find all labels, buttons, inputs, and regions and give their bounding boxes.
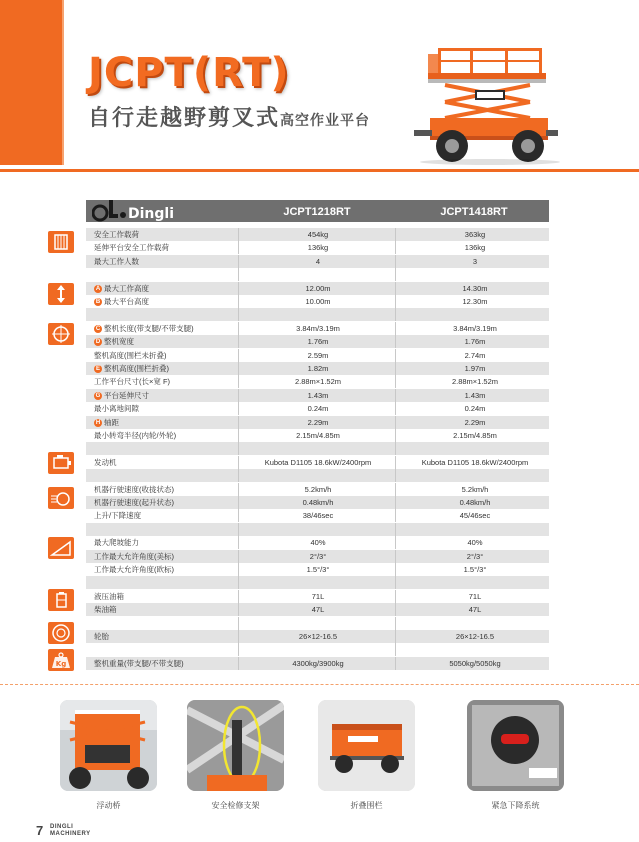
- column-separator: [395, 576, 396, 589]
- spec-row: [86, 442, 549, 455]
- spec-row: [86, 563, 549, 576]
- spec-value-model-2: 2.15m/4.85m: [453, 431, 497, 440]
- spec-value-model-1: 0.24m: [307, 404, 329, 414]
- spec-value-model-1: 10.00m: [305, 297, 331, 306]
- spec-value-model-2: 14.30m: [462, 283, 488, 293]
- spec-value-model-2: 1.5°/3°: [463, 565, 487, 574]
- subtitle-tail: 高空作业平台: [280, 112, 371, 128]
- speed-icon: [48, 487, 74, 509]
- spec-row: [86, 228, 549, 241]
- safety-prop-photo: [187, 700, 284, 791]
- column-header-model-2: JCPT1418RT: [440, 206, 508, 218]
- footer-brand: [50, 824, 91, 838]
- spec-value-model-1: 38/46sec: [302, 511, 334, 521]
- spec-label-text: 安全工作载荷: [94, 230, 139, 239]
- spec-label: [94, 375, 170, 388]
- spec-value-model-2: 12.30m: [462, 297, 488, 306]
- spec-label-text: 整机长度(带支腿/不带支腿): [104, 323, 194, 333]
- spec-value-model-1: 5.2km/h: [304, 484, 332, 494]
- spec-value-model-1: 2.88m×1.52m: [294, 377, 342, 387]
- spec-value-model-1: 0.48km/h: [302, 498, 334, 507]
- spec-label-text: 轴距: [104, 417, 119, 427]
- spec-label-text: 平台延伸尺寸: [104, 390, 149, 400]
- spec-value-model-1: 1.5°/3°: [306, 565, 330, 574]
- spec-label: [94, 402, 139, 415]
- spec-label: [94, 456, 117, 469]
- caption-floating-axle: 浮动桥: [96, 801, 121, 810]
- spec-label-text: 整机宽度: [104, 337, 134, 347]
- dimension-badge: C: [95, 325, 101, 332]
- spec-value-model-2: 2.74m: [464, 350, 486, 360]
- column-separator: [395, 442, 396, 455]
- spec-value-model-1: 1.43m: [307, 390, 329, 400]
- spec-value-model-2: 2°/3°: [466, 551, 484, 561]
- height-icon: [48, 283, 74, 305]
- spec-value-model-2: 5050kg/5050kg: [449, 658, 501, 668]
- spec-row: [86, 241, 549, 254]
- spec-row: [86, 268, 549, 281]
- spec-row: [86, 509, 549, 522]
- emergency-lowering-photo: [467, 700, 564, 791]
- spec-value-model-2: 0.24m: [464, 404, 486, 414]
- dimension-badge: B: [95, 299, 101, 306]
- spec-value-model-1: 1.76m: [307, 337, 329, 347]
- spec-label: [94, 295, 149, 308]
- folding-rail-photo: [318, 700, 415, 791]
- spec-value-model-1: 454kg: [307, 230, 329, 239]
- spec-label-text: 工作最大允许角度(美标): [94, 551, 174, 561]
- spec-value-model-1: Kubota D1105 18.6kW/2400rpm: [264, 457, 372, 467]
- spec-row: [86, 536, 549, 549]
- spec-label-text: 柴油箱: [94, 605, 117, 615]
- spec-label-text: 最大平台高度: [104, 297, 149, 306]
- spec-label: [94, 349, 167, 362]
- spec-row: [86, 576, 549, 589]
- column-separator: [238, 268, 239, 281]
- spec-label: [94, 389, 149, 402]
- spec-label: [94, 603, 117, 616]
- spec-label-text: 工作最大允许角度(欧标): [94, 565, 174, 574]
- page-number: 7: [36, 823, 44, 838]
- spec-value-model-1: 4300kg/3900kg: [292, 658, 344, 668]
- spec-value-model-1: 2.29m: [307, 417, 329, 427]
- page-title: JCPT(RT): [88, 50, 290, 96]
- caption-folding-rail: 折叠围栏: [350, 801, 383, 810]
- load-icon: [48, 231, 74, 253]
- spec-value-model-2: 3: [472, 256, 478, 266]
- tire-icon: [48, 622, 74, 644]
- side-accent-highlight: [62, 0, 64, 165]
- spec-row: [86, 429, 549, 442]
- scissor-lift-illustration: [410, 40, 560, 165]
- spec-value-model-2: 45/46sec: [459, 511, 491, 521]
- spec-label: [94, 536, 139, 549]
- spec-value-model-2: 26×12-16.5: [455, 632, 495, 641]
- caption-emergency-lowering: 紧急下降系统: [491, 801, 540, 810]
- dimension-icon: [48, 323, 74, 345]
- section-divider: [0, 684, 639, 685]
- spec-row: [86, 630, 549, 643]
- spec-row: [86, 402, 549, 415]
- column-separator: [238, 617, 239, 630]
- spec-label-text: 最小离地间隙: [94, 404, 139, 414]
- spec-label: [94, 228, 139, 241]
- dimension-badge: E: [95, 366, 100, 373]
- spec-label-text: 最大工作高度: [104, 283, 149, 293]
- spec-label: [94, 509, 141, 522]
- spec-label-text: 最大爬坡能力: [94, 538, 139, 548]
- spec-label: [94, 483, 174, 496]
- spec-value-model-2: 3.84m/3.19m: [453, 323, 497, 333]
- spec-label: [94, 630, 109, 643]
- footer-brand-line2: MACHINERY: [50, 831, 91, 837]
- column-separator: [395, 643, 396, 656]
- spec-label: [94, 550, 174, 563]
- dimension-badge: G: [95, 392, 101, 399]
- spec-label-text: 最大工作人数: [94, 256, 139, 266]
- spec-row: [86, 295, 549, 308]
- spec-label: [94, 282, 149, 295]
- spec-label: [94, 322, 194, 335]
- spec-label-text: 液压油箱: [94, 591, 124, 601]
- spec-label-text: 工作平台尺寸(长×宽 F): [94, 377, 171, 387]
- column-header-model-1: JCPT1218RT: [283, 206, 351, 218]
- spec-label-text: 整机高度(围栏未折叠): [94, 350, 167, 360]
- spec-row: [86, 496, 549, 509]
- spec-value-model-1: 2°/3°: [309, 551, 327, 561]
- dimension-badge: H: [95, 419, 101, 426]
- caption-safety-prop: 安全检修支架: [211, 801, 260, 810]
- spec-value-model-2: 71L: [468, 591, 482, 601]
- spec-label-text: 上升/下降速度: [94, 511, 142, 521]
- subtitle-main: 自行走越野剪叉式: [88, 105, 281, 130]
- column-separator: [238, 643, 239, 656]
- footer-brand-line1: DINGLI: [50, 824, 74, 830]
- column-separator: [395, 469, 396, 482]
- spec-value-model-1: 26×12-16.5: [298, 632, 338, 641]
- spec-value-model-1: 1.82m: [307, 364, 329, 373]
- spec-row: [86, 617, 549, 630]
- gradeability-icon: [48, 537, 74, 559]
- spec-label-text: 发动机: [94, 457, 117, 467]
- spec-value-model-2: 1.43m: [464, 390, 486, 400]
- spec-row: [86, 523, 549, 536]
- floating-axle-photo: [60, 700, 157, 791]
- column-separator: [238, 576, 239, 589]
- spec-row: [86, 362, 549, 375]
- spec-label: [94, 255, 139, 268]
- spec-value-model-2: 2.29m: [464, 417, 486, 427]
- spec-label-text: 整机重量(带支腿/不带支腿): [94, 658, 184, 668]
- spec-value-model-1: 2.15m/4.85m: [296, 431, 340, 440]
- spec-value-model-1: 47L: [311, 605, 325, 615]
- column-separator: [395, 308, 396, 321]
- spec-row: [86, 349, 549, 362]
- spec-row: [86, 643, 549, 656]
- spec-label-text: 延伸平台安全工作载荷: [94, 243, 169, 253]
- spec-value-model-2: 47L: [468, 605, 482, 615]
- column-separator: [395, 523, 396, 536]
- spec-value-model-1: 71L: [311, 591, 325, 601]
- spec-label: [94, 362, 169, 375]
- spec-label: [94, 657, 184, 670]
- spec-row: [86, 603, 549, 616]
- spec-value-model-1: 40%: [310, 538, 326, 548]
- spec-label: [94, 335, 134, 348]
- spec-label-text: 整机高度(围栏折叠): [104, 364, 169, 373]
- spec-row: [86, 308, 549, 321]
- spec-row: [86, 469, 549, 482]
- column-separator: [238, 308, 239, 321]
- spec-label: [94, 429, 176, 442]
- spec-label-text: 轮胎: [94, 632, 109, 641]
- spec-row: [86, 335, 549, 348]
- spec-value-model-2: Kubota D1105 18.6kW/2400rpm: [421, 457, 529, 467]
- header-divider: [0, 169, 639, 172]
- spec-label: [94, 496, 174, 509]
- tank-icon: [48, 589, 74, 611]
- dimension-badge: A: [95, 285, 101, 292]
- spec-row: [86, 322, 549, 335]
- spec-label: [94, 590, 124, 603]
- spec-row: [86, 255, 549, 268]
- side-accent-band: [0, 0, 64, 165]
- spec-value-model-2: 0.48km/h: [459, 498, 491, 507]
- spec-label: [94, 563, 174, 576]
- spec-label: [94, 241, 169, 254]
- spec-value-model-2: 136kg: [464, 243, 486, 253]
- column-separator: [395, 268, 396, 281]
- spec-value-model-2: 1.76m: [464, 337, 486, 347]
- engine-icon: [48, 452, 74, 474]
- spec-value-model-1: 136kg: [307, 243, 329, 253]
- spec-row: [86, 483, 549, 496]
- spec-value-model-1: 2.59m: [307, 350, 329, 360]
- column-separator: [238, 469, 239, 482]
- spec-label-text: 最小转弯半径(内轮/外轮): [94, 431, 177, 440]
- spec-row: [86, 375, 549, 388]
- weight-icon-label: Kg: [55, 660, 67, 668]
- logo-wordmark: Dingli: [128, 206, 175, 222]
- spec-value-model-1: 3.84m/3.19m: [296, 323, 340, 333]
- spec-value-model-2: 2.88m×1.52m: [451, 377, 499, 387]
- dingli-logo: [92, 196, 192, 224]
- spec-value-model-2: 40%: [467, 538, 483, 548]
- dimension-badge: D: [95, 339, 101, 346]
- spec-row: [86, 282, 549, 295]
- spec-value-model-1: 12.00m: [305, 283, 331, 293]
- spec-label-text: 机器行驶速度(起升状态): [94, 498, 174, 507]
- column-separator: [238, 442, 239, 455]
- spec-value-model-2: 1.97m: [464, 364, 486, 373]
- spec-value-model-1: 4: [315, 256, 321, 266]
- spec-label: [94, 416, 119, 429]
- column-separator: [238, 523, 239, 536]
- spec-value-model-2: 363kg: [464, 230, 486, 239]
- page-subtitle: [88, 101, 370, 132]
- spec-label-text: 机器行驶速度(收拢状态): [94, 484, 174, 494]
- weight-icon: [48, 649, 74, 671]
- column-separator: [395, 617, 396, 630]
- spec-row: [86, 416, 549, 429]
- spec-row: [86, 590, 549, 603]
- spec-row: [86, 657, 549, 670]
- spec-value-model-2: 5.2km/h: [461, 484, 489, 494]
- spec-row: [86, 456, 549, 469]
- spec-row: [86, 389, 549, 402]
- spec-row: [86, 550, 549, 563]
